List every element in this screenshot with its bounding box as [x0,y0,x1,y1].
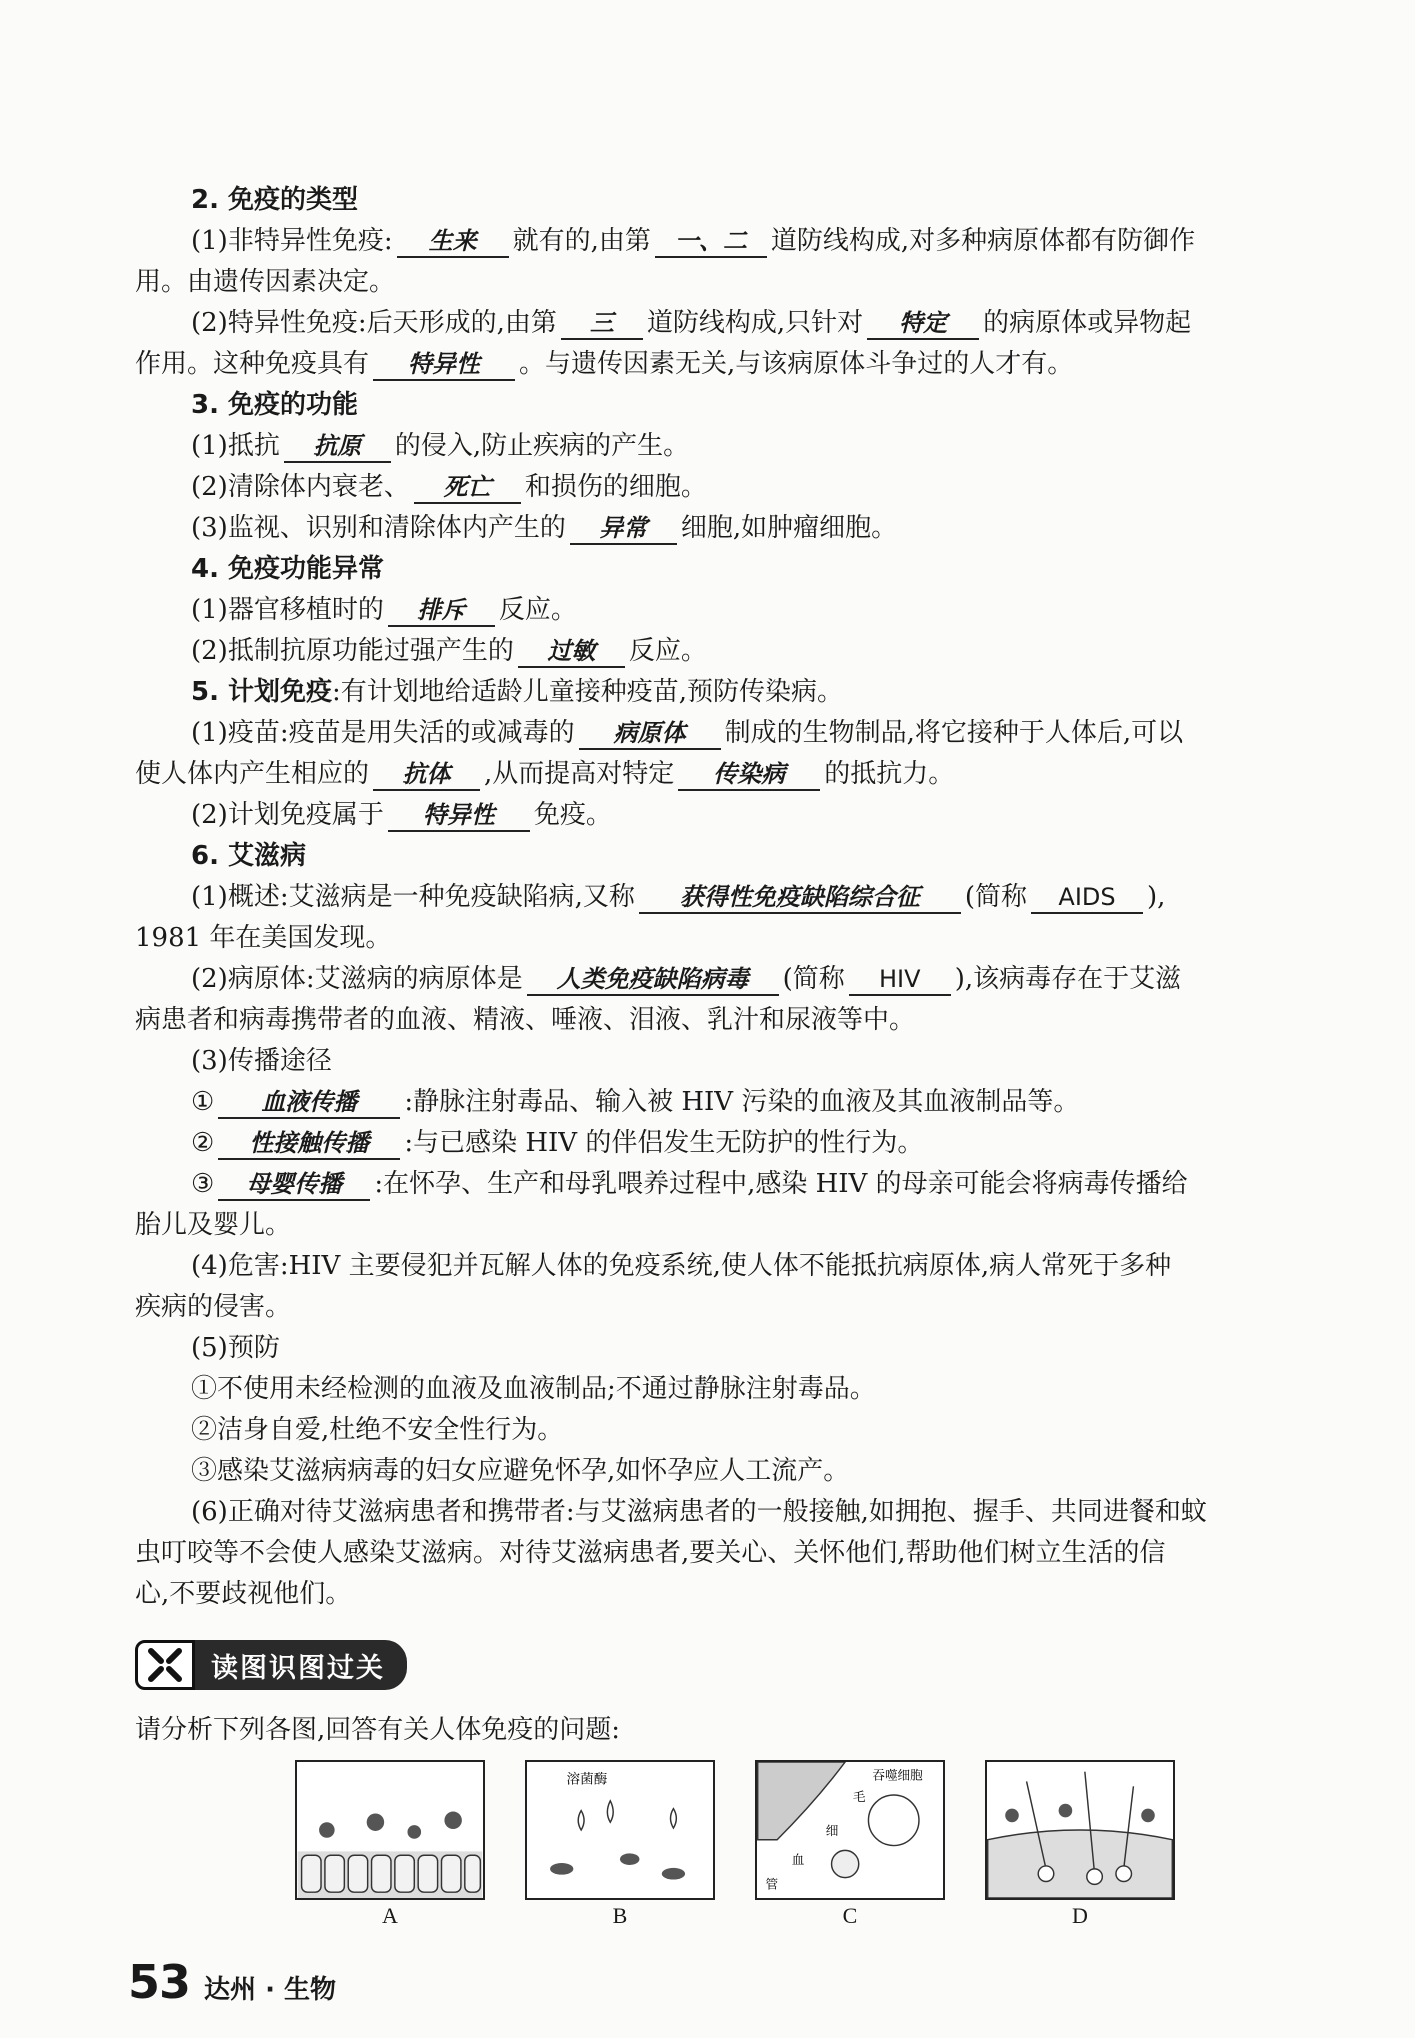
page-footer [128,1955,336,2009]
answer-blank: 生来 [397,226,509,258]
section-title: 5. 计划免疫 [191,677,333,707]
answer-blank: 性接触传播 [218,1128,400,1160]
section-2-p1-cont: 用。由遗传因素决定。 [135,267,396,297]
section-banner [135,1640,455,1690]
text: (2)清除体内衰老、 [191,472,410,502]
answer-blank: 抗原 [284,431,391,463]
text: (2)病原体:艾滋病的病原体是 [191,964,523,994]
section-4-p1 [135,590,1330,631]
section-6-p2 [135,959,1330,1000]
section-5-p2 [135,795,1330,836]
text: 制成的生物制品,将它接种于人体后,可以 [724,718,1184,748]
section-4-title: 4. 免疫功能异常 [191,554,385,584]
banner-title: 读图识图过关 [195,1640,407,1690]
section-6-p4: (4)危害:HIV 主要侵犯并瓦解人体的免疫系统,使人体不能抵抗病原体,病人常死于多种 [191,1251,1172,1281]
answer-blank: 过敏 [518,636,625,668]
section-6-p5-i2: ②洁身自爱,杜绝不安全性行为。 [191,1415,564,1445]
answer-blank: 三 [561,308,643,340]
answer-blank: 血液传播 [218,1087,400,1119]
section-6-p3-title: (3)传播途径 [191,1046,332,1076]
text: 反应。 [628,636,707,666]
section-6-p3-r1 [135,1082,1330,1123]
section-6-p3-r2 [135,1123,1330,1164]
text: 的侵入,防止疾病的产生。 [394,431,690,461]
section-6-p5-title: (5)预防 [191,1333,280,1363]
answer-blank: 一、二 [655,226,767,258]
figure-a-label: A [382,1903,398,1928]
section-5-title [135,672,1330,713]
text: :与已感染 HIV 的伴侣发生无防护的性行为。 [404,1128,924,1158]
text: 的抵抗力。 [824,759,955,789]
answer-blank: AIDS [1031,882,1143,914]
section-6-p6: (6)正确对待艾滋病患者和携带者:与艾滋病患者的一般接触,如拥抱、握手、共同进餐和蚊 [191,1497,1207,1527]
text: (3)监视、识别和清除体内产生的 [191,513,566,543]
answer-blank: 母婴传播 [218,1169,370,1201]
answer-blank: 异常 [570,513,677,545]
answer-blank: 排斥 [388,595,495,627]
text: ,从而提高对特定 [484,759,675,789]
section-6-p5-i3: ③感染艾滋病病毒的妇女应避免怀孕,如怀孕应人工流产。 [191,1456,850,1486]
text: (1)器官移植时的 [191,595,384,625]
answer-blank: 特异性 [388,800,530,832]
section-2-p1 [135,221,1330,262]
figure-b-label: B [612,1903,628,1928]
instruction-text: 请分析下列各图,回答有关人体免疫的问题: [135,1715,621,1745]
scissors-cross-icon [135,1640,195,1690]
answer-blank: 特异性 [373,349,515,381]
text: ), [1147,882,1166,912]
text: ① [191,1087,215,1117]
figure-c [755,1760,945,1900]
text: ③ [191,1169,215,1199]
answer-blank: 病原体 [579,718,721,750]
figure-c-label: C [842,1903,858,1928]
text: 细胞,如肿瘤细胞。 [680,513,898,543]
text: (1)非特异性免疫: [191,226,393,256]
figure-row [295,1760,1175,1928]
figure-b-text: 溶菌酶 [566,1771,608,1788]
main-content [135,180,1330,1615]
text: (2)计划免疫属于 [191,800,384,830]
footer-text: 达州 · 生物 [204,1975,336,2005]
section-4-p2 [135,631,1330,672]
section-6-p1 [135,877,1330,918]
figure-c-text: 细 [825,1822,839,1838]
figure-b [525,1760,715,1900]
section-2-title: 2. 免疫的类型 [191,185,359,215]
section-6-p6-cont2: 心,不要歧视他们。 [135,1579,352,1609]
answer-blank: 获得性免疫缺陷综合征 [639,882,961,914]
text: 道防线构成,对多种病原体都有防御作 [770,226,1196,256]
figure-c-text: 毛 [852,1788,866,1804]
text: 就有的,由第 [512,226,651,256]
text: 作用。这种免疫具有 [135,349,370,379]
text: :有计划地给适龄儿童接种疫苗,预防传染病。 [332,677,844,707]
section-6-p6-cont1: 虫叮咬等不会使人感染艾滋病。对待艾滋病患者,要关心、关怀他们,帮助他们树立生活的信 [135,1538,1166,1568]
text: ② [191,1128,215,1158]
text: 免疫。 [533,800,612,830]
text: :在怀孕、生产和母乳喂养过程中,感染 HIV 的母亲可能会将病毒传播给 [374,1169,1188,1199]
answer-blank: 传染病 [678,759,820,791]
answer-blank: 特定 [867,308,979,340]
figure-c-text: 吞噬细胞 [872,1767,923,1783]
text: (2)抵制抗原功能过强产生的 [191,636,514,666]
page-number: 53 [128,1955,191,2009]
text: 反应。 [498,595,577,625]
text: (简称 [964,882,1028,912]
section-6-p2-cont: 病患者和病毒携带者的血液、精液、唾液、泪液、乳汁和尿液等中。 [135,1005,916,1035]
section-6-p1-cont: 1981 年在美国发现。 [135,923,392,953]
text: 。与遗传因素无关,与该病原体斗争过的人才有。 [519,349,1074,379]
text: (简称 [782,964,845,994]
section-3-p3 [135,508,1330,549]
answer-blank: 抗体 [373,759,480,791]
figure-c-text: 管 [765,1876,779,1892]
answer-blank: 死亡 [414,472,521,504]
section-5-p1 [135,713,1330,754]
figure-d [985,1760,1175,1900]
text: 使人体内产生相应的 [135,759,370,789]
text: :静脉注射毒品、输入被 HIV 污染的血液及其血液制品等。 [404,1087,1080,1117]
answer-blank: HIV [849,964,951,996]
figure-c-text: 血 [791,1852,805,1867]
text: 道防线构成,只针对 [646,308,864,338]
figure-d-label: D [1072,1903,1088,1928]
text: ),该病毒存在于艾滋 [954,964,1182,994]
section-2-p2 [135,303,1330,344]
section-6-p4-cont: 疾病的侵害。 [135,1292,292,1322]
text: (1)疫苗:疫苗是用失活的或减毒的 [191,718,575,748]
text: (2)特异性免疫:后天形成的,由第 [191,308,557,338]
figure-a [295,1760,485,1900]
section-3-p2 [135,467,1330,508]
text: (1)抵抗 [191,431,280,461]
section-2-p2-cont [135,344,1330,385]
text: 的病原体或异物起 [983,308,1192,338]
section-6-title: 6. 艾滋病 [191,841,307,871]
answer-blank: 人类免疫缺陷病毒 [527,964,779,996]
text: (1)概述:艾滋病是一种免疫缺陷病,又称 [191,882,635,912]
section-6-p3-r3 [135,1164,1330,1205]
section-3-p1 [135,426,1330,467]
section-3-title: 3. 免疫的功能 [191,390,359,420]
section-5-p1-cont [135,754,1330,795]
section-6-p3-r3-cont: 胎儿及婴儿。 [135,1210,292,1240]
text: 和损伤的细胞。 [524,472,707,502]
section-6-p5-i1: ①不使用未经检测的血液及血液制品;不通过静脉注射毒品。 [191,1374,876,1404]
